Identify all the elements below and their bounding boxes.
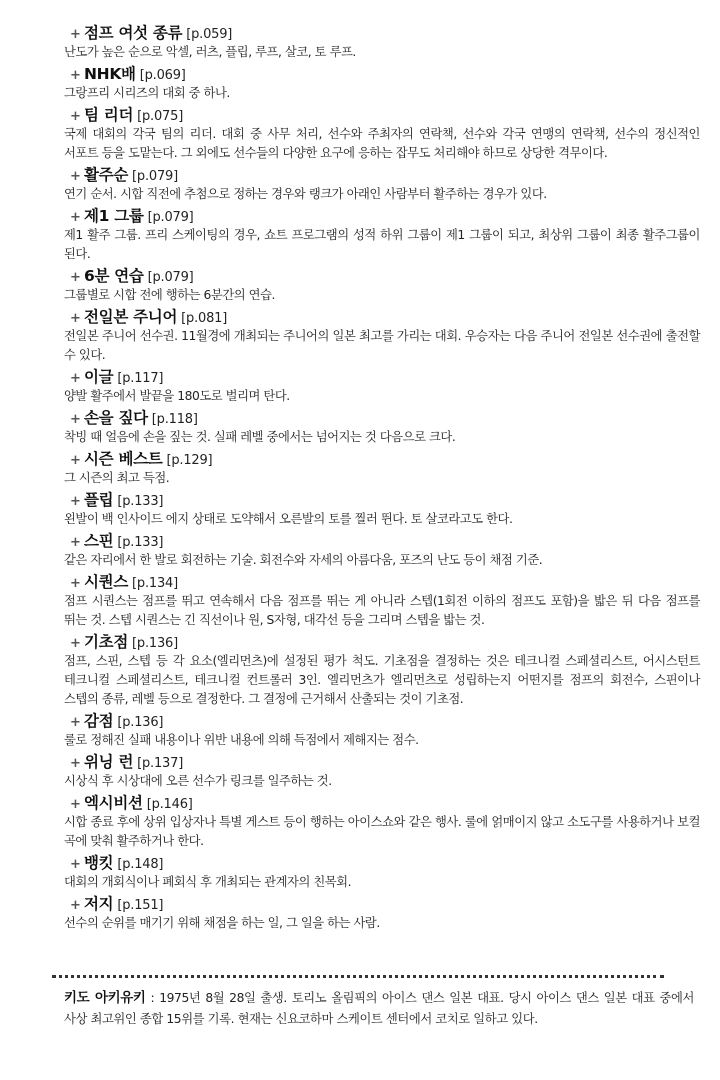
glossary-description: 전일본 주니어 선수권. 11월경에 개최되는 주니어의 일본 최고를 가리는 대회. 우승자는 다음 주니어 전일본 선수권에 출전할 수 있다. xyxy=(64,329,700,362)
glossary-entry xyxy=(64,530,700,570)
glossary-entry xyxy=(64,448,700,488)
glossary-entry xyxy=(64,63,700,103)
page-reference: [p.136] xyxy=(132,636,178,651)
term-line xyxy=(64,893,700,914)
glossary-description: 시합 종료 후에 상위 입상자나 특별 게스트 등이 행하는 아이스쇼와 같은 행사. 룰에 얽매이지 않고 소도구를 사용하거나 보컬 곡에 맞춰 활주하거나 한다. xyxy=(64,815,700,848)
glossary-entry xyxy=(64,571,700,630)
plus-icon: + xyxy=(70,453,81,468)
plus-icon: + xyxy=(70,27,81,42)
glossary-term: 시퀀스 xyxy=(84,573,129,591)
page-reference: [p.129] xyxy=(166,453,213,468)
page-reference: [p.118] xyxy=(151,412,198,427)
glossary-entry xyxy=(64,751,700,791)
page-reference: [p.079] xyxy=(147,270,194,285)
page-reference: [p.133] xyxy=(117,535,164,550)
glossary-term: 전일본 주니어 xyxy=(84,308,178,326)
glossary-term: 기초점 xyxy=(84,633,129,651)
glossary-description: 그 시즌의 최고 득점. xyxy=(64,471,170,485)
term-line xyxy=(64,530,700,551)
glossary-entry xyxy=(64,265,700,305)
page-reference: [p.069] xyxy=(139,68,186,83)
glossary-entry xyxy=(64,164,700,204)
term-line xyxy=(64,366,700,387)
glossary-term: 6분 연습 xyxy=(84,267,144,285)
glossary-entry xyxy=(64,631,700,709)
glossary-description: 시상식 후 시상대에 오른 선수가 링크를 일주하는 것. xyxy=(64,774,332,788)
page-reference: [p.134] xyxy=(132,576,178,591)
term-line xyxy=(64,407,700,428)
term-line xyxy=(64,265,700,286)
glossary-term: 팀 리더 xyxy=(84,106,134,124)
term-line xyxy=(64,104,700,125)
glossary-entry xyxy=(64,792,700,851)
glossary-term: 제1 그룹 xyxy=(84,207,144,225)
glossary-description: 국제 대회의 각국 팀의 리더. 대회 중 사무 처리, 선수와 주최자의 연락책, 선수와 각국 연맹의 연락책, 선수의 정신적인 서포트 등을 도맡는다. 그 외에도 선수들의 다양한 요구에 응하는 잡무도 처리해야 하므로 상당한 격무이다. xyxy=(64,127,700,160)
glossary-entry xyxy=(64,489,700,529)
term-line xyxy=(64,63,700,84)
glossary-entry xyxy=(64,366,700,406)
glossary-description: 선수의 순위를 매기기 위해 채점을 하는 일, 그 일을 하는 사람. xyxy=(64,916,380,930)
glossary-description: 왼발이 백 인사이드 에지 상태로 도약해서 오른발의 토를 찔러 뛴다. 토 살코라고도 한다. xyxy=(64,512,513,526)
term-line xyxy=(64,571,700,592)
glossary-description: 같은 자리에서 한 발로 회전하는 기술. 회전수와 자세의 아름다움, 포즈의 난도 등이 채점 기준. xyxy=(64,553,543,567)
plus-icon: + xyxy=(70,109,81,124)
plus-icon: + xyxy=(70,756,81,771)
plus-icon: + xyxy=(70,210,81,225)
term-line xyxy=(64,22,700,43)
glossary-entry xyxy=(64,205,700,264)
profile-name: 키도 아키유키 xyxy=(64,990,146,1006)
page-reference: [p.148] xyxy=(117,857,164,872)
plus-icon: + xyxy=(70,857,81,872)
plus-icon: + xyxy=(70,412,81,427)
glossary-term: 엑시비션 xyxy=(84,794,143,812)
glossary-term: 손을 짚다 xyxy=(84,409,148,427)
glossary-term: NHK배 xyxy=(84,65,136,83)
profile-text: 1975년 8월 28일 출생. 토리노 올림픽의 아이스 댄스 일본 대표. 당시 아이스 댄스 일본 대표 중에서 사상 최고위인 종합 15위를 기록. 현재는 신요코하마 스케이트 센터에서 코치로 일하고 있다. xyxy=(64,991,694,1026)
glossary-term: 플립 xyxy=(84,491,114,509)
plus-icon: + xyxy=(70,715,81,730)
glossary-description: 연기 순서. 시합 직전에 추첨으로 정하는 경우와 랭크가 아래인 사람부터 활주하는 경우가 있다. xyxy=(64,187,547,201)
term-line xyxy=(64,489,700,510)
plus-icon: + xyxy=(70,371,81,386)
glossary-term: 활주순 xyxy=(84,166,129,184)
glossary-entry xyxy=(64,407,700,447)
page-reference: [p.079] xyxy=(147,210,194,225)
page-reference: [p.079] xyxy=(132,169,178,184)
glossary-term: 스핀 xyxy=(84,532,114,550)
glossary-description: 착빙 때 얼음에 손을 짚는 것. 실패 레벨 중에서는 넘어지는 것 다음으로 크다. xyxy=(64,430,456,444)
glossary-description: 그룹별로 시합 전에 행하는 6분간의 연습. xyxy=(64,288,275,302)
glossary xyxy=(64,22,700,934)
plus-icon: + xyxy=(70,797,81,812)
glossary-term: 점프 여섯 종류 xyxy=(84,24,183,42)
plus-icon: + xyxy=(70,576,81,591)
glossary-entry xyxy=(64,306,700,365)
page-reference: [p.117] xyxy=(117,371,164,386)
page-reference: [p.081] xyxy=(181,311,228,326)
term-line xyxy=(64,631,700,652)
coach-profile xyxy=(64,988,694,1030)
plus-icon: + xyxy=(70,270,81,285)
page-reference: [p.136] xyxy=(117,715,164,730)
page-reference: [p.137] xyxy=(137,756,184,771)
glossary-term: 저지 xyxy=(84,895,114,913)
glossary-description: 그랑프리 시리즈의 대회 중 하나. xyxy=(64,86,230,100)
plus-icon: + xyxy=(70,494,81,509)
term-line xyxy=(64,751,700,772)
glossary-term: 이글 xyxy=(84,368,114,386)
glossary-description: 점프 시퀀스는 점프를 뛰고 연속해서 다음 점프를 뛰는 게 아니라 스텝(1회전 이하의 점프도 포함)을 밟은 뒤 다음 점프를 뛰는 것. 스텝 시퀀스는 긴 직선이나 원, S자형, 대각선 등을 그리며 스텝을 밟는 것. xyxy=(64,594,700,627)
glossary-description: 룰로 정해진 실패 내용이나 위반 내용에 의해 득점에서 제해지는 점수. xyxy=(64,733,419,747)
glossary-entry xyxy=(64,893,700,933)
glossary-description: 점프, 스핀, 스텝 등 각 요소(엘리먼츠)에 설정된 평가 척도. 기초점을 결정하는 것은 테크니컬 스페셜리스트, 어시스턴트 테크니컬 스페셜리스트, 테크니컬 컨트롤러 3인. 엘리먼츠가 엘리먼츠로 성립하는지 어떤지를 점프의 회전수, 스핀이나 스텝의 종류, 레벨 등으로 결정한다. 그 결정에 근거해서 산출되는 것이 기초점. xyxy=(64,654,700,706)
plus-icon: + xyxy=(70,898,81,913)
page-reference: [p.146] xyxy=(146,797,193,812)
glossary-description: 난도가 높은 순으로 악셀, 러츠, 플립, 루프, 살코, 토 루프. xyxy=(64,45,356,59)
page-reference: [p.075] xyxy=(137,109,184,124)
glossary-description: 양발 활주에서 발끝을 180도로 벌리며 탄다. xyxy=(64,389,290,403)
term-line xyxy=(64,710,700,731)
page-reference: [p.133] xyxy=(117,494,164,509)
glossary-description: 제1 활주 그룹. 프리 스케이팅의 경우, 쇼트 프로그램의 성적 하위 그룹이 제1 그룹이 되고, 최상위 그룹이 최종 활주그룹이 된다. xyxy=(64,228,700,261)
plus-icon: + xyxy=(70,636,81,651)
plus-icon: + xyxy=(70,311,81,326)
glossary-description: 대회의 개회식이나 폐회식 후 개최되는 관계자의 친목회. xyxy=(64,875,352,889)
term-line xyxy=(64,205,700,226)
term-line xyxy=(64,448,700,469)
page-reference: [p.059] xyxy=(186,27,233,42)
glossary-entry xyxy=(64,22,700,62)
term-line xyxy=(64,306,700,327)
plus-icon: + xyxy=(70,535,81,550)
glossary-term: 감점 xyxy=(84,712,114,730)
page-reference: [p.151] xyxy=(117,898,164,913)
glossary-term: 위닝 런 xyxy=(84,753,134,771)
plus-icon: + xyxy=(70,169,81,184)
plus-icon: + xyxy=(70,68,81,83)
dotted-divider xyxy=(52,975,664,978)
glossary-entry xyxy=(64,710,700,750)
term-line xyxy=(64,164,700,185)
term-line xyxy=(64,792,700,813)
glossary-term: 뱅킷 xyxy=(84,854,114,872)
glossary-entry xyxy=(64,104,700,163)
glossary-term: 시즌 베스트 xyxy=(84,450,163,468)
term-line xyxy=(64,852,700,873)
profile-separator: : xyxy=(145,991,160,1005)
glossary-entry xyxy=(64,852,700,892)
